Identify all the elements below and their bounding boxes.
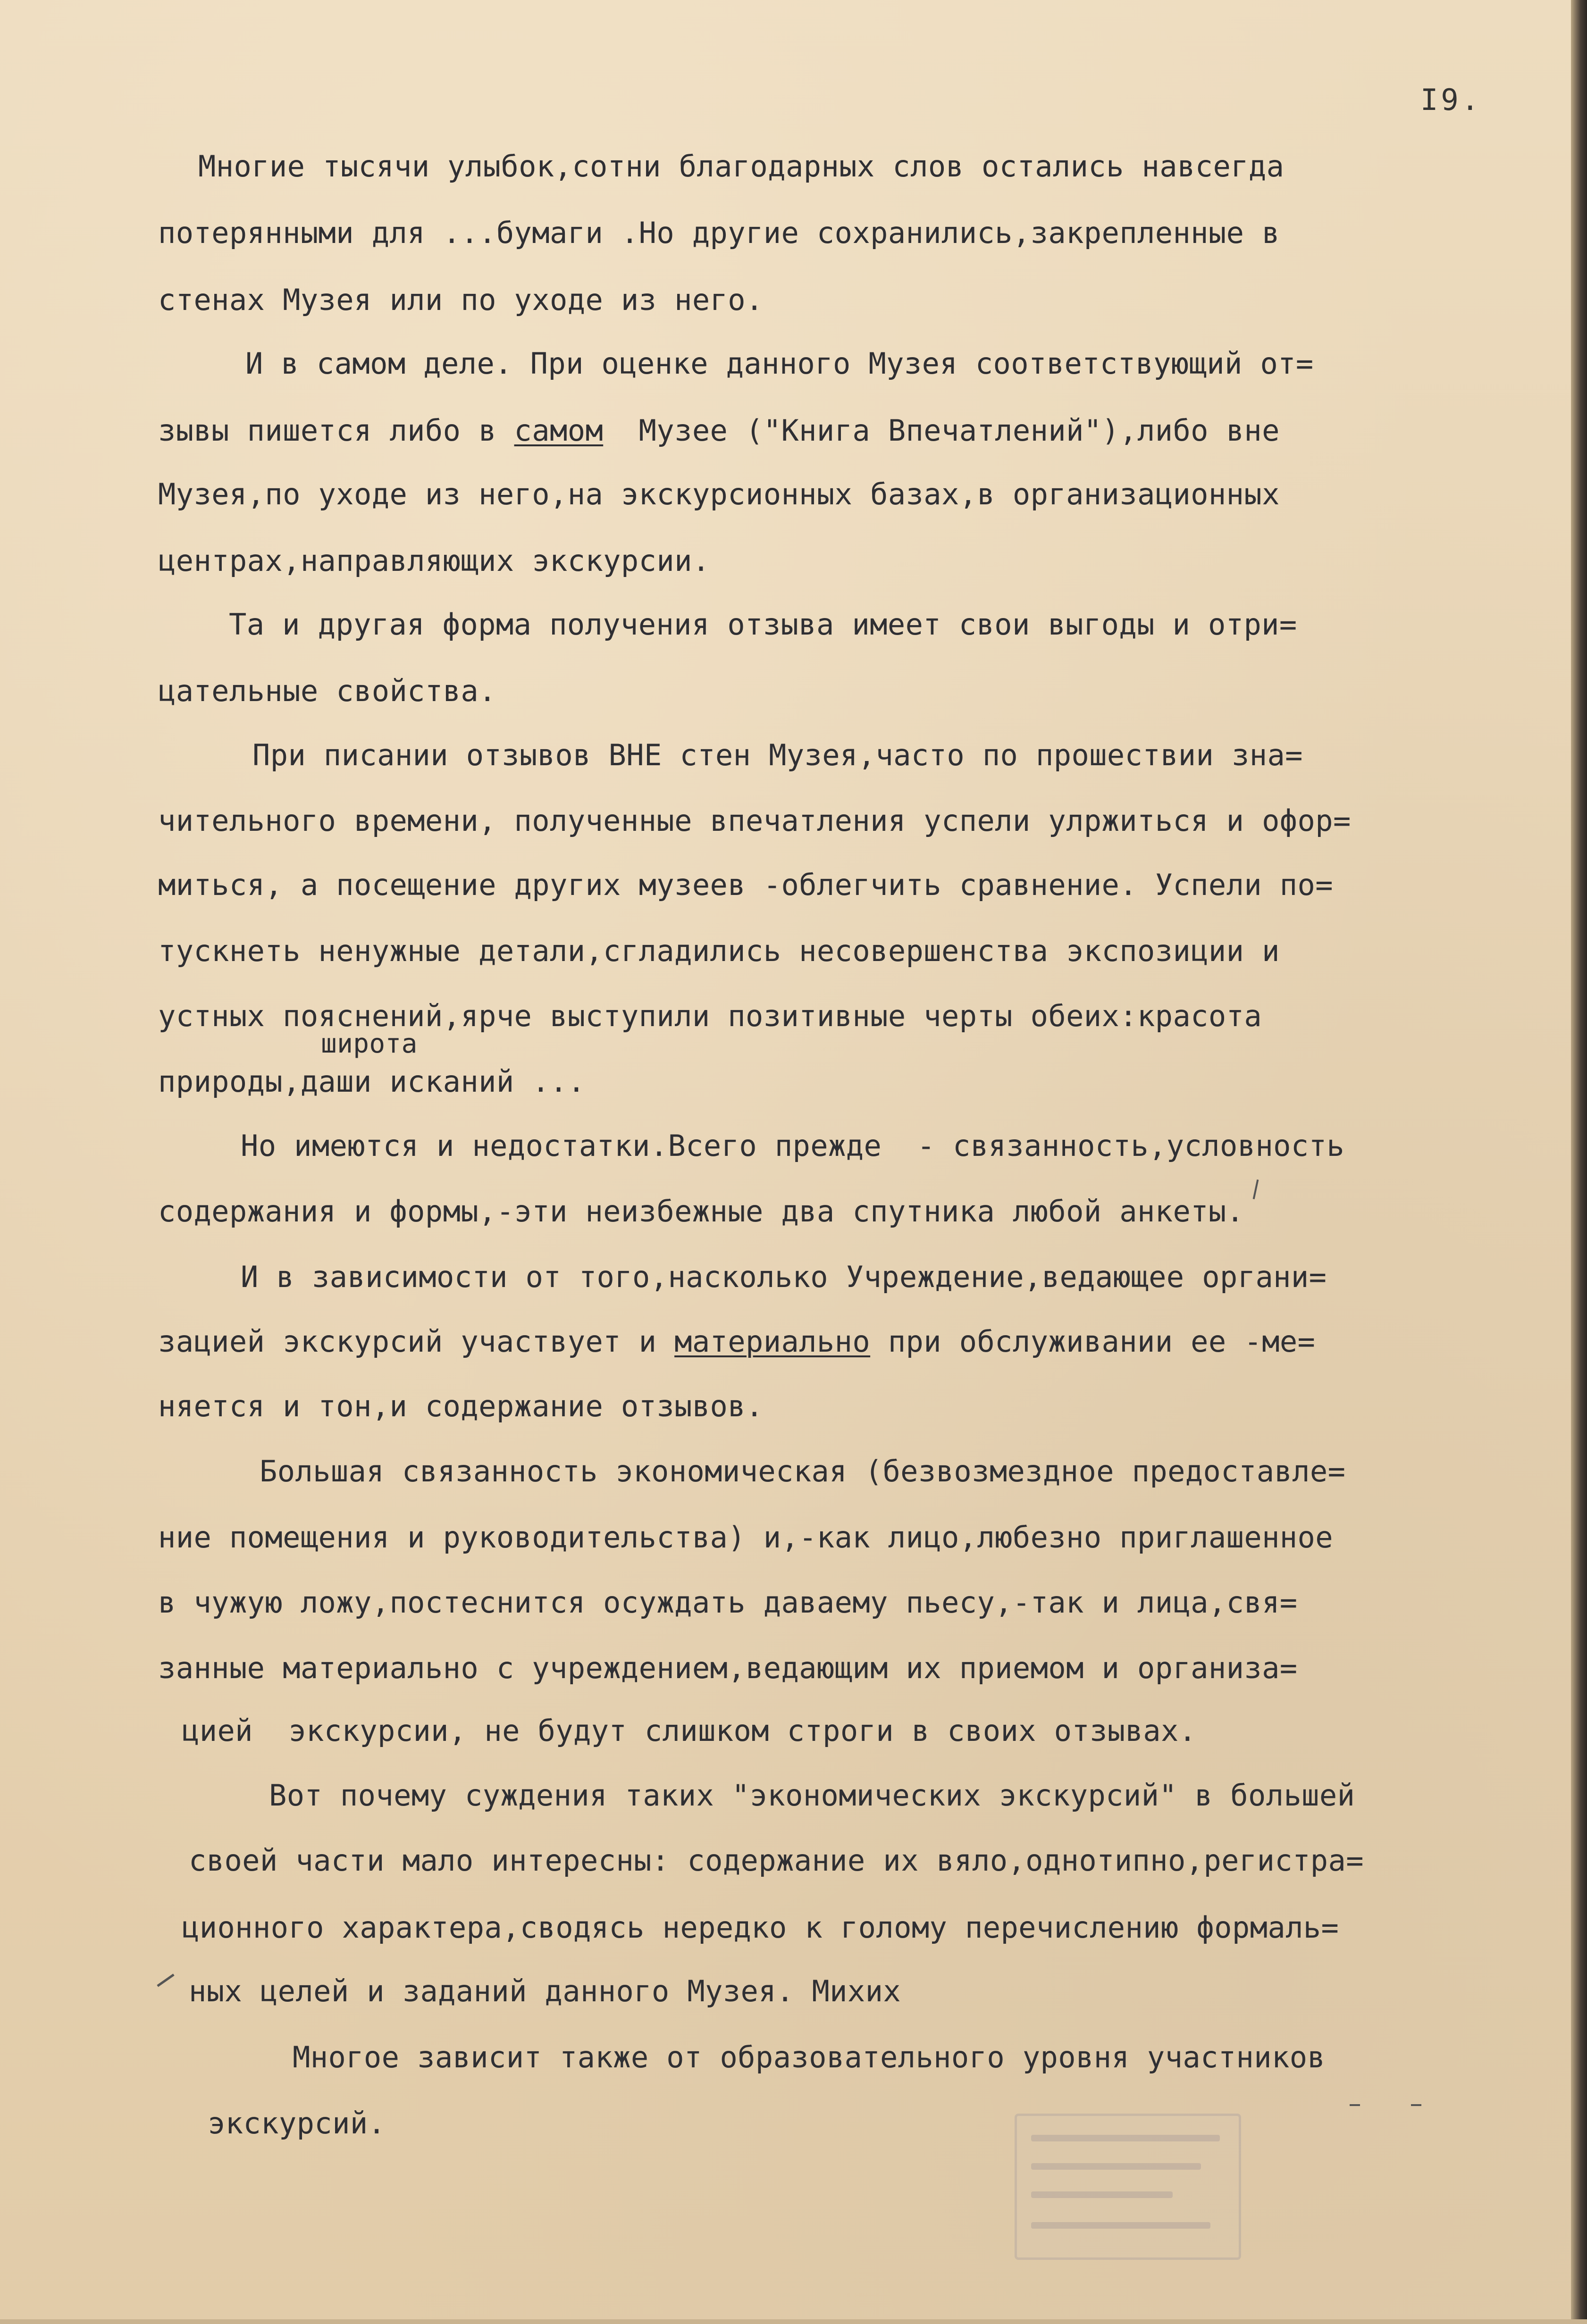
stamp-line bbox=[1031, 2135, 1220, 2141]
pencil-mark bbox=[157, 1973, 174, 1987]
text-line-5 bbox=[158, 413, 1280, 448]
text-line-4: И в самом деле. При оценке данного Музея соответствующий от= bbox=[245, 346, 1314, 381]
text-line-29: ных целей и заданий данного Музея. Михих bbox=[189, 1974, 901, 2008]
text-line-23: в чужую ложу,постеснится осуждать даваему пьесу,-так и лица,свя= bbox=[158, 1585, 1298, 1620]
text-line-19-a: зацией экскурсий участвует и bbox=[158, 1324, 675, 1359]
text-line-16: Но имеются и недостатки.Всего прежде - связанность,условность bbox=[241, 1129, 1345, 1163]
text-line-5-a: зывы пишется либо в bbox=[158, 413, 514, 448]
text-line-17: содержания и формы,-эти неизбежные два спутника любой анкеты. bbox=[158, 1194, 1244, 1229]
text-line-13: тускнеть ненужные детали,сгладились несовершенства экспозиции и bbox=[158, 934, 1280, 968]
text-line-25: цией экскурсии, не будут слишком строги в своих отзывах. bbox=[182, 1714, 1197, 1748]
text-line-6: Музея,по уходе из него,на экскурсионных базах,в организационных bbox=[158, 477, 1280, 511]
text-line-2: потерянными для ...бумаги .Но другие сохранились,закрепленные в bbox=[158, 216, 1280, 250]
text-line-12: миться, а посещение других музеев -облегчить сравнение. Успели по= bbox=[158, 868, 1333, 902]
stamp-line bbox=[1031, 2222, 1210, 2229]
text-line-11: чительного времени, полученные впечатления успели улржиться и офор= bbox=[158, 803, 1351, 838]
pencil-mark bbox=[1253, 1179, 1259, 1199]
text-line-18: И в зависимости от того,насколько Учреждение,ведающее органи= bbox=[241, 1260, 1327, 1294]
text-line-14: устных пояснений,ярче выступили позитивные черты обеих:красота bbox=[158, 999, 1262, 1033]
text-line-26: Вот почему суждения таких "экономических экскурсий" в большей bbox=[269, 1778, 1355, 1813]
text-line-19 bbox=[158, 1324, 1316, 1359]
pencil-mark bbox=[1350, 2104, 1360, 2106]
text-line-24: занные материально с учреждением,ведающим их приемом и организа= bbox=[158, 1651, 1298, 1685]
text-line-5-b: Музее ("Книга Впечатлений"),либо вне bbox=[603, 413, 1280, 448]
page-number: I9. bbox=[1420, 83, 1482, 117]
text-line-27: своей части мало интересны: содержание их вяло,однотипно,регистра= bbox=[189, 1843, 1364, 1878]
text-line-8: Та и другая форма получения отзыва имеет свои выгоды и отри= bbox=[229, 607, 1297, 642]
text-line-15: природы,даши исканий ... bbox=[158, 1064, 586, 1099]
text-line-21: Большая связанность экономическая (безвозмездное предоставле= bbox=[260, 1454, 1346, 1488]
text-line-22: ние помещения и руководительства) и,-как лицо,любезно приглашенное bbox=[158, 1520, 1333, 1555]
text-line-3: стенах Музея или по уходе из него. bbox=[158, 283, 764, 317]
text-line-28: ционного характера,сводясь нередко к голому перечислению формаль= bbox=[182, 1910, 1339, 1945]
page-bottom-edge bbox=[0, 2319, 1587, 2324]
handwritten-insertion-shirota: широта bbox=[321, 1028, 418, 1059]
text-line-30: Многое зависит также от образовательного уровня участников bbox=[293, 2040, 1326, 2074]
pencil-mark bbox=[1411, 2104, 1421, 2106]
text-line-7: центрах,направляющих экскурсии. bbox=[158, 543, 710, 578]
stamp-line bbox=[1031, 2163, 1201, 2170]
text-line-19-b: при обслуживании ее -ме= bbox=[870, 1324, 1316, 1359]
underlined-word-samom: самом bbox=[514, 413, 604, 448]
archive-stamp bbox=[1015, 2114, 1241, 2260]
text-line-9: цательные свойства. bbox=[158, 674, 496, 708]
text-line-20: няется и тон,и содержание отзывов. bbox=[158, 1389, 764, 1423]
stamp-line bbox=[1031, 2191, 1173, 2198]
text-line-10: При писании отзывов ВНЕ стен Музея,часто по прошествии зна= bbox=[252, 738, 1303, 772]
underlined-word-materialno: материально bbox=[674, 1324, 871, 1359]
text-line-31: экскурсий. bbox=[208, 2106, 386, 2140]
page-edge-shadow bbox=[1571, 0, 1587, 2324]
text-line-1: Многие тысячи улыбок,сотни благодарных слов остались навсегда bbox=[198, 149, 1285, 184]
